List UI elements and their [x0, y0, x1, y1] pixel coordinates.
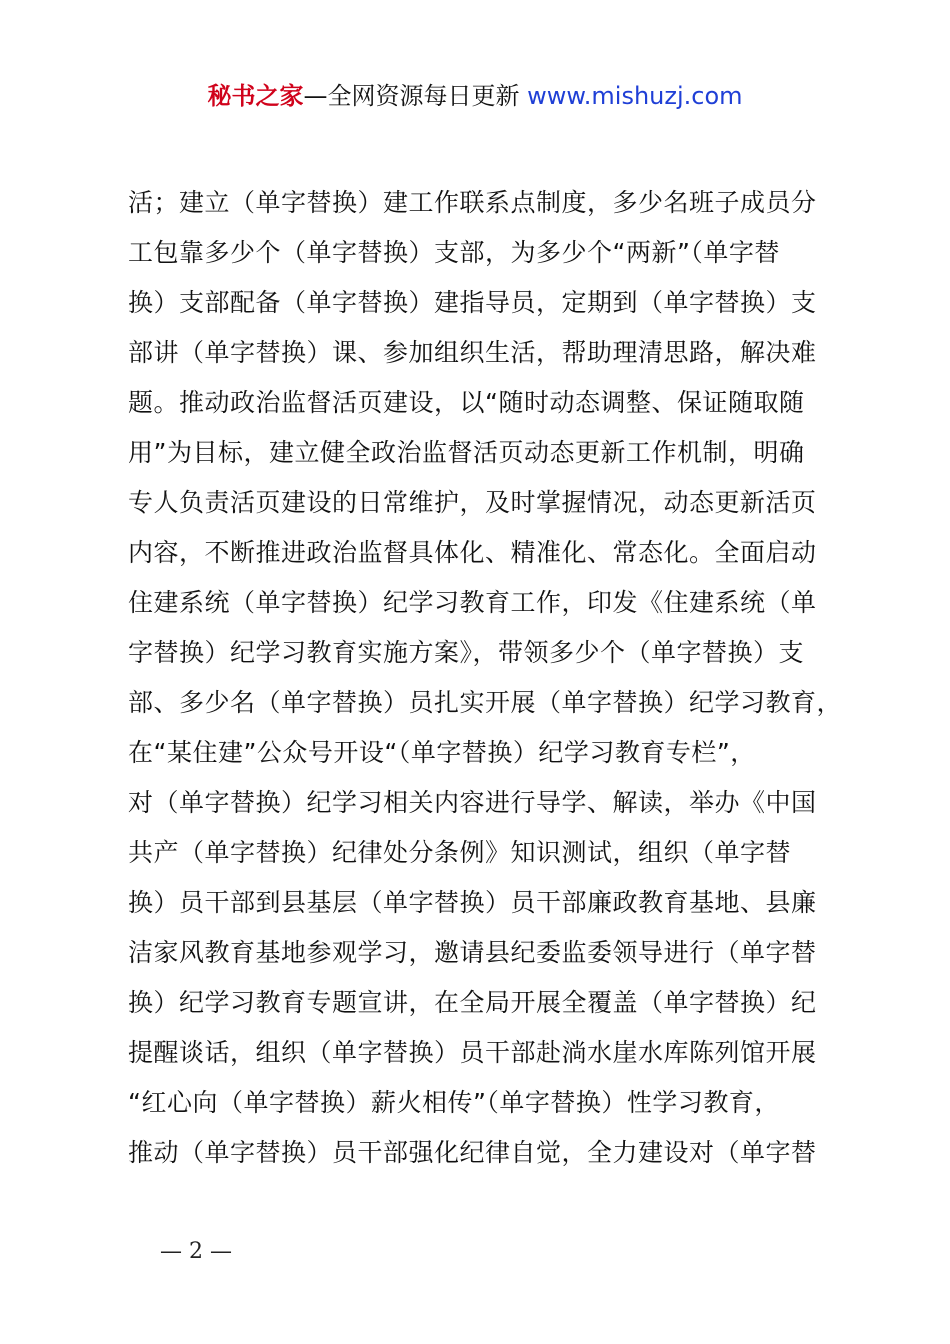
body-line: 住建系统（单字替换）纪学习教育工作，印发《住建系统（单 [128, 588, 817, 617]
body-line: 换）员干部到县基层（单字替换）员干部廉政教育基地、县廉 [128, 888, 817, 917]
body-line: 在“某住建”公众号开设“（单字替换）纪学习教育专栏”， [128, 738, 756, 767]
body-line: 部讲（单字替换）课、参加组织生活，帮助理清思路，解决难 [128, 338, 817, 367]
site-url[interactable]: www.mishuzj.com [527, 82, 743, 110]
body-line: 字替换）纪学习教育实施方案》，带领多少个（单字替换）支 [128, 638, 805, 667]
body-line: 部、多少名（单字替换）员扎实开展（单字替换）纪学习教育， [128, 688, 843, 717]
body-line: 专人负责活页建设的日常维护，及时掌握情况，动态更新活页 [128, 488, 817, 517]
body-line: 用”为目标，建立健全政治监督活页动态更新工作机制，明确 [128, 438, 805, 467]
page-number: — 2 — [160, 1239, 232, 1264]
body-line: 换）纪学习教育专题宣讲，在全局开展全覆盖（单字替换）纪 [128, 988, 817, 1017]
body-line: 题。推动政治监督活页建设，以“随时动态调整、保证随取随 [128, 388, 805, 417]
body-line: 内容，不断推进政治监督具体化、精准化、常态化。全面启动 [128, 538, 817, 567]
document-body [128, 178, 848, 1178]
body-line: 活；建立（单字替换）建工作联系点制度，多少名班子成员分 [128, 188, 817, 217]
body-line: 工包靠多少个（单字替换）支部，为多少个“两新”（单字替 [128, 238, 780, 267]
body-line: 提醒谈话，组织（单字替换）员干部赴淌水崖水库陈列馆开展 [128, 1038, 817, 1067]
body-line: 换）支部配备（单字替换）建指导员，定期到（单字替换）支 [128, 288, 817, 317]
site-header [0, 80, 950, 112]
body-line: 对（单字替换）纪学习相关内容进行导学、解读，举办《中国 [128, 788, 817, 817]
body-line: 推动（单字替换）员干部强化纪律自觉，全力建设对（单字替 [128, 1138, 817, 1167]
header-slogan: —全网资源每日更新 [303, 82, 528, 110]
brand-name: 秘书之家 [207, 82, 304, 110]
body-line: 洁家风教育基地参观学习，邀请县纪委监委领导进行（单字替 [128, 938, 817, 967]
body-line: 共产（单字替换）纪律处分条例》知识测试，组织（单字替 [128, 838, 792, 867]
body-line: “红心向（单字替换）薪火相传”（单字替换）性学习教育， [128, 1088, 780, 1117]
